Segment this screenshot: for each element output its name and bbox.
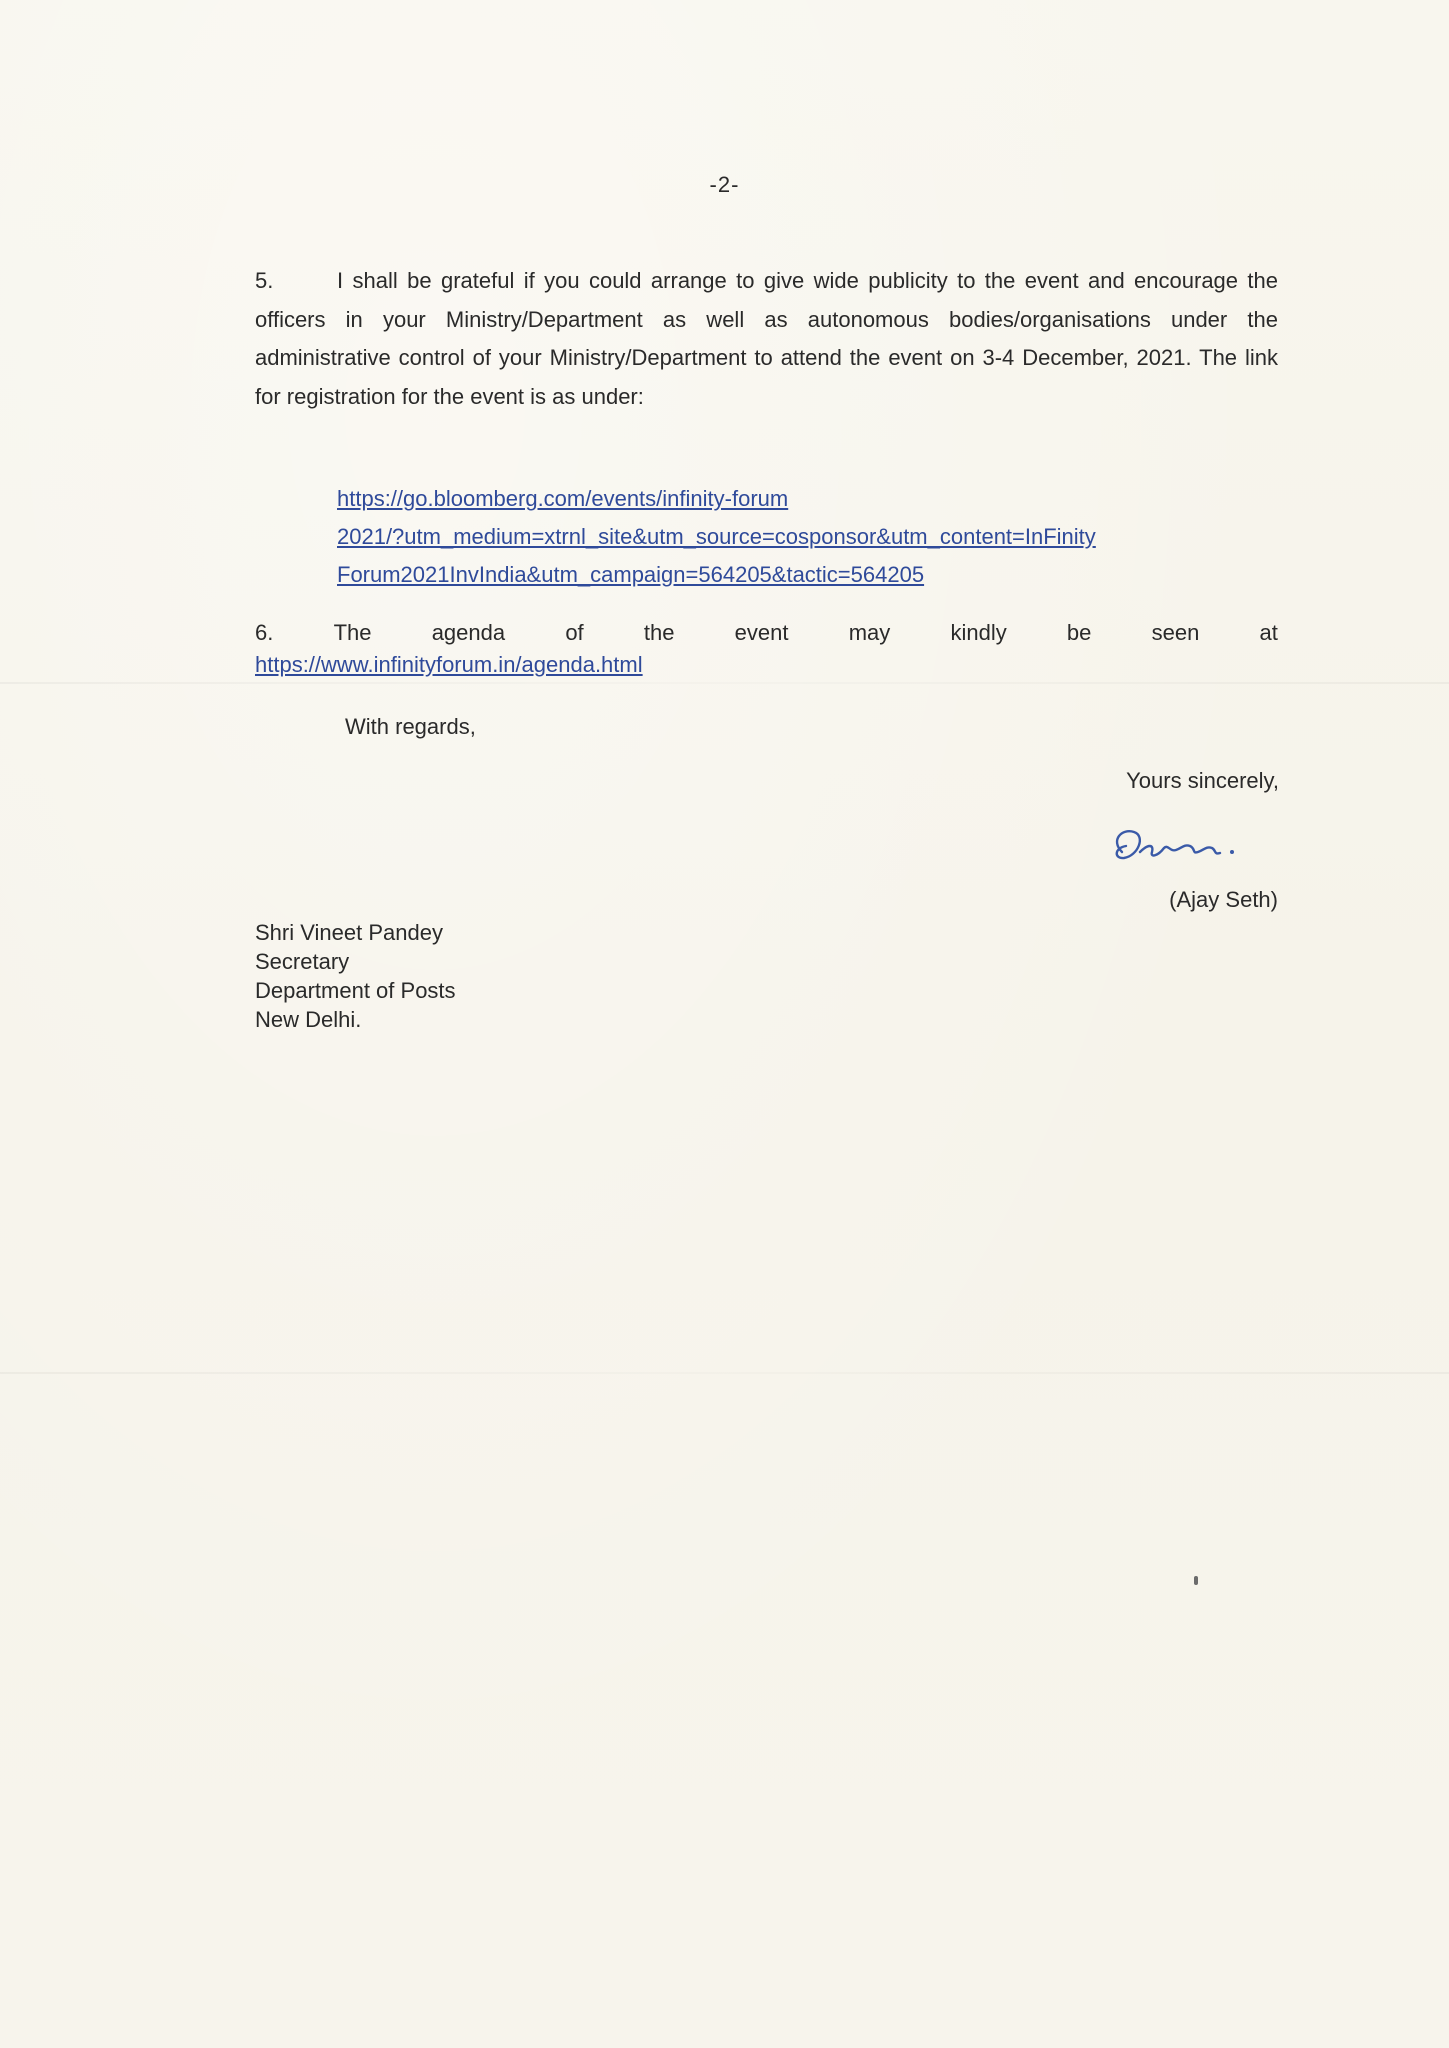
paragraph-word: may [848,620,891,645]
registration-link-line[interactable]: https://go.bloomberg.com/events/infinity-forum [337,486,789,511]
signer-name: (Ajay Seth) [1169,887,1278,912]
addressee-name: Shri Vineet Pandey [255,920,443,945]
paragraph-6 [255,614,1278,653]
paragraph-word: of [565,620,584,645]
agenda-link[interactable]: https://www.infinityforum.in/agenda.html [255,652,643,677]
scan-speck [1194,1576,1198,1585]
registration-link-line[interactable]: 2021/?utm_medium=xtrnl_site&utm_source=cosponsor&utm_content=InFinity [337,524,1096,549]
addressee-department: Department of Posts [255,978,456,1003]
registration-link-line[interactable]: Forum2021InvIndia&utm_campaign=564205&tactic=564205 [337,562,925,587]
registration-link[interactable] [337,480,1287,594]
paragraph-word: the [643,620,675,645]
paragraph-word: at [1259,620,1278,645]
scan-fold-line [0,682,1449,684]
paragraph-number: 5. [255,268,274,293]
paragraph-word: agenda [431,620,506,645]
addressee-designation: Secretary [255,949,350,974]
yours-sincerely: Yours sincerely, [1126,768,1279,793]
paragraph-word: The [333,620,372,645]
scan-fold-line [0,1372,1449,1374]
paragraph-word: be [1066,620,1092,645]
paragraph-word: kindly [950,620,1007,645]
regards-line: With regards, [345,714,476,739]
paragraph-number: 6. [255,620,274,645]
paragraph-word: seen [1151,620,1200,645]
paragraph-text: I shall be grateful if you could arrange to give wide publicity to the event and encourage the officers in your Ministry/Department as well as autonomous bodies/organisations under the administrative control of your Ministry/Department to attend the event on 3-4 December, 2021. The link for registration for the event is as under: [255,268,1278,409]
addressee-city: New Delhi. [255,1007,362,1032]
addressee-block [255,918,456,1034]
paragraph-word: event [734,620,789,645]
page-number: -2- [709,172,740,197]
handwritten-signature [1100,822,1300,872]
paragraph-5 [255,262,1278,416]
